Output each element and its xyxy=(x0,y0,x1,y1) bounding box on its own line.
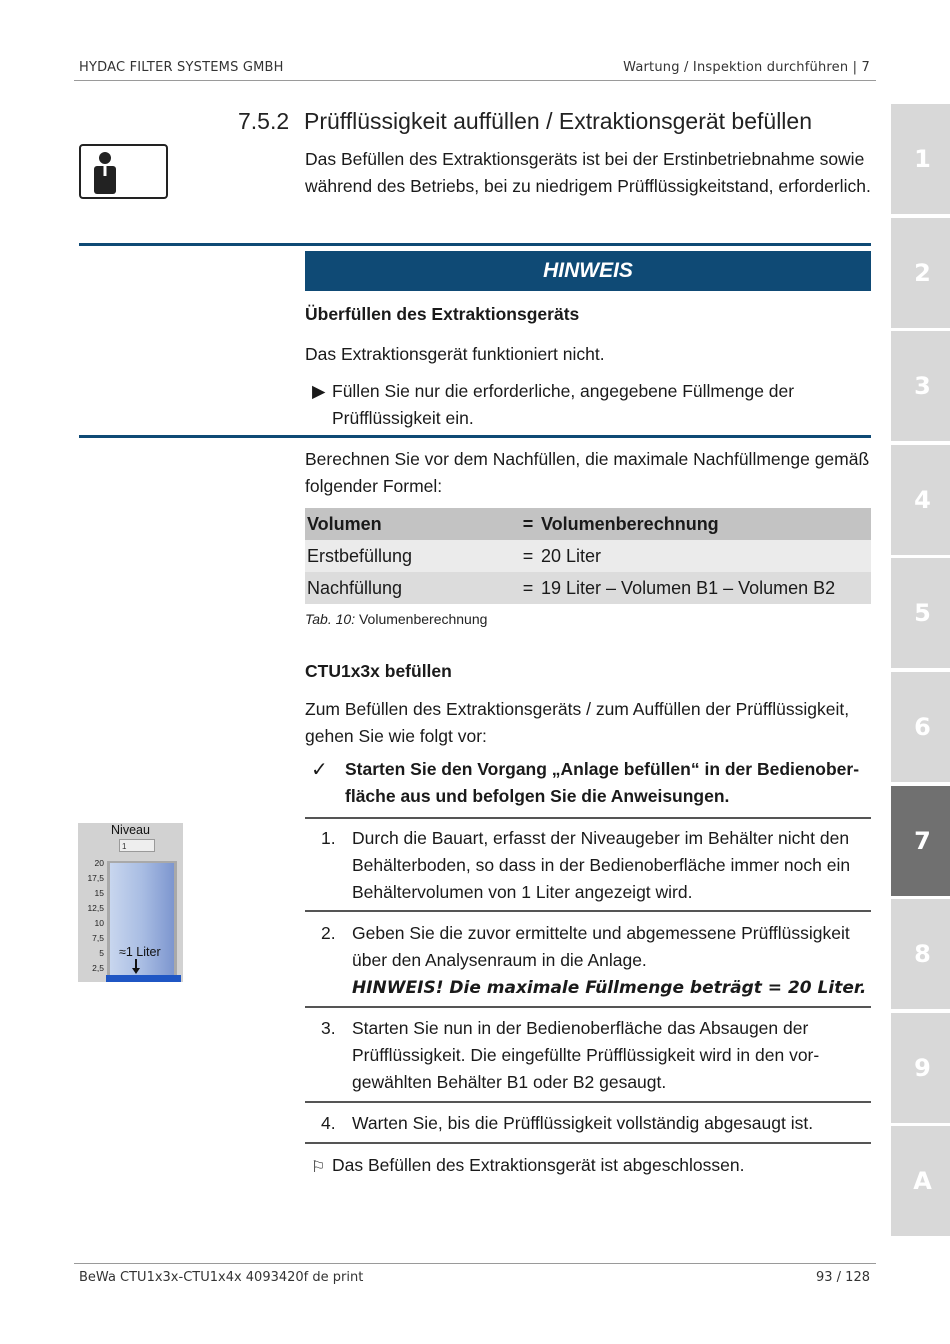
chapter-tabs xyxy=(891,104,950,1240)
notice-action: Füllen Sie nur die erforderliche, angegebene Füllmenge der Prüfflüssigkeit ein. xyxy=(332,381,795,428)
notice-bottom-rule xyxy=(79,435,871,438)
chapter-tab-2[interactable]: 2 xyxy=(891,218,950,328)
table-caption-text: Volumenberechnung xyxy=(358,611,488,627)
niveau-tick: 15 xyxy=(94,888,104,898)
chapter-tab-8[interactable]: 8 xyxy=(891,899,950,1009)
header-chapter: Wartung / Inspektion durchführen | 7 xyxy=(623,60,870,75)
table-cell: = xyxy=(517,572,539,604)
niveau-tick: 12,5 xyxy=(87,903,104,913)
step-text: Starten Sie nun in der Bedienoberfläche das Absaugen der Prüfflüssigkeit. Die eingefüllte Prüfflüssigkeit wird in den vorgewählten Behälter B1 oder B2 gesaugt. xyxy=(352,1018,820,1092)
step-number: 1. xyxy=(321,828,336,848)
header-divider xyxy=(74,80,876,81)
table-row xyxy=(305,540,871,572)
chapter-tab-3[interactable]: 3 xyxy=(891,331,950,441)
result-text: Das Befüllen des Extraktionsgerät ist abgeschlossen. xyxy=(332,1155,745,1175)
notice-label: HINWEIS xyxy=(305,251,871,291)
table-cell: Erstbefüllung xyxy=(305,540,517,572)
step-number: 4. xyxy=(321,1113,336,1133)
fill-intro: Zum Befüllen des Extraktionsgeräts / zum Auffüllen der Prüfflüssigkeit, gehen Sie wie folgt vor: xyxy=(305,699,850,746)
step-divider xyxy=(305,1006,871,1008)
section-title: Prüfflüssigkeit auffüllen / Extraktionsgerät befüllen xyxy=(304,108,812,134)
notice-top-rule xyxy=(79,243,871,246)
step-text-block xyxy=(352,920,872,1002)
step-note: HINWEIS! Die maximale Füllmenge beträgt = 20 Liter. xyxy=(352,978,867,998)
table-header-cell: Volumenberechnung xyxy=(539,508,871,540)
step-divider xyxy=(305,910,871,912)
niveau-arrowhead-icon xyxy=(132,968,140,974)
niveau-liquid-level xyxy=(106,975,181,982)
person-qualification-icon xyxy=(79,144,168,199)
footer-page-number: 93 / 128 xyxy=(816,1270,870,1285)
notice-consequence: Das Extraktionsgerät funktioniert nicht. xyxy=(305,344,605,364)
chapter-tab-5[interactable]: 5 xyxy=(891,558,950,668)
niveau-level-label: ≈1 Liter xyxy=(119,945,161,959)
table-caption-prefix: Tab. 10: xyxy=(305,611,356,627)
niveau-value-field: 1 xyxy=(119,839,155,852)
table-header-row xyxy=(305,508,871,540)
niveau-tick: 17,5 xyxy=(87,873,104,883)
chapter-tab-4[interactable]: 4 xyxy=(891,445,950,555)
step-divider xyxy=(305,1142,871,1144)
chapter-tab-9[interactable]: 9 xyxy=(891,1013,950,1123)
chapter-tab-7[interactable]: 7 xyxy=(891,786,950,896)
step-number: 2. xyxy=(321,923,336,943)
step-text: Durch die Bauart, erfasst der Niveaugeber im Behälter nicht den Behälterboden, so dass in der Bedienoberfläche immer noch ein Behältervolumen von 1 Liter angezeigt wird. xyxy=(352,828,851,902)
niveau-tick: 5 xyxy=(99,948,104,958)
table-cell: 20 Liter xyxy=(539,540,871,572)
result-flag-icon: ⚐ xyxy=(311,1157,326,1176)
table-header-cell: = xyxy=(517,508,539,540)
niveau-tube xyxy=(110,863,174,982)
table-cell: 19 Liter – Volumen B1 – Volumen B2 xyxy=(539,572,871,604)
check-icon: ✓ xyxy=(311,757,328,781)
table-cell: = xyxy=(517,540,539,572)
step-number: 3. xyxy=(321,1018,336,1038)
niveau-tick: 20 xyxy=(94,858,104,868)
precondition-text: Starten Sie den Vorgang „Anlage befüllen“ in der Bedienoberfläche aus und befolgen Sie die Anweisungen. xyxy=(345,759,860,806)
header-company: HYDAC FILTER SYSTEMS GMBH xyxy=(79,60,284,75)
fill-heading: CTU1x3x befüllen xyxy=(305,661,452,681)
table-cell: Nachfüllung xyxy=(305,572,517,604)
step-text: Geben Sie die zuvor ermittelte und abgemessene Prüfflüssigkeit über den Analysenraum in die Anlage. xyxy=(352,923,850,970)
niveau-tick: 2,5 xyxy=(92,963,104,973)
niveau-title: Niveau xyxy=(111,823,150,837)
table-row xyxy=(305,572,871,604)
calc-intro: Berechnen Sie vor dem Nachfüllen, die maximale Nachfüllmenge gemäß folgender Formel: xyxy=(305,449,870,496)
footer-document-id: BeWa CTU1x3x-CTU1x4x 4093420f de print xyxy=(79,1270,364,1285)
niveau-level-indicator xyxy=(78,823,183,982)
niveau-tick: 7,5 xyxy=(92,933,104,943)
step-divider xyxy=(305,1101,871,1103)
chapter-tab-6[interactable]: 6 xyxy=(891,672,950,782)
niveau-tick: 10 xyxy=(94,918,104,928)
section-number: 7.5.2 xyxy=(238,108,290,134)
footer-divider xyxy=(74,1263,876,1264)
step-text: Warten Sie, bis die Prüfflüssigkeit vollständig abgesaugt ist. xyxy=(352,1113,814,1133)
notice-heading: Überfüllen des Extraktionsgeräts xyxy=(305,304,580,324)
chapter-tab-a[interactable]: A xyxy=(891,1126,950,1236)
table-header-cell: Volumen xyxy=(305,508,517,540)
action-arrow-icon: ▶ xyxy=(312,381,326,401)
chapter-tab-1[interactable]: 1 xyxy=(891,104,950,214)
intro-text: Das Befüllen des Extraktionsgeräts ist bei der Erstinbetriebnahme sowie während des Betriebs, bei zu niedrigem Prüfflüssigkeitstand, erforderlich. xyxy=(305,149,871,196)
section-heading xyxy=(238,108,812,135)
step-divider xyxy=(305,817,871,819)
volume-table xyxy=(305,508,871,604)
table-caption xyxy=(305,611,487,627)
